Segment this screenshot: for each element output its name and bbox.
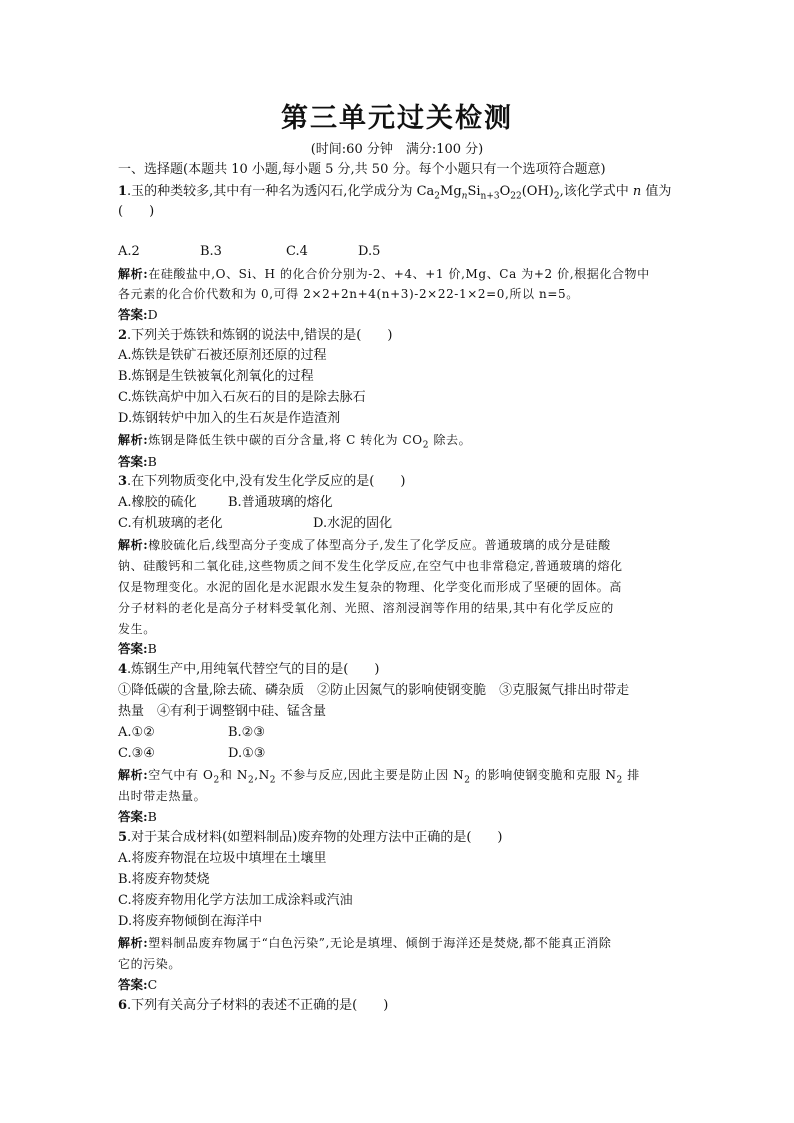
question-1-explanation: 解析:在硅酸盐中,O、Si、H 的化合价分别为-2、+4、+1 价,Mg、Ca 为+2 价,根据化合物中 [118,267,650,281]
option-a: A.橡胶的硫化 [118,495,197,510]
question-3-answer: 答案:B [118,641,157,656]
question-number: 2 [118,328,128,343]
option-b: B.②③ [228,725,265,740]
option-d: D.炼钢转炉中加入的生石灰是作造渣剂 [118,411,341,426]
option-c: C.将废弃物用化学方法加工成涂料或汽油 [118,893,353,908]
option-c: C.有机玻璃的老化 [118,516,223,531]
option-c: C.炼铁高炉中加入石灰石的目的是除去脉石 [118,390,366,405]
page-subtitle: (时间:60 分钟 满分:100 分) [310,142,484,157]
question-4-explanation-cont: 出时带走热量。 [118,789,207,803]
option-a: A.炼铁是铁矿石被还原剂还原的过程 [118,348,327,363]
option-a: A.2 [118,244,140,259]
explanation-label: 解析: [118,538,149,552]
option-d: D.①③ [228,746,266,761]
question-3-explanation-cont: 分子材料的老化是高分子材料受氧化剂、光照、溶剂浸润等作用的结果,其中有化学反应的 [118,601,614,615]
answer-label: 答案: [118,809,148,824]
question-number: 6 [118,998,128,1013]
option-d: D.5 [358,244,381,259]
explanation-label: 解析: [118,267,149,281]
option-b: B.炼钢是生铁被氧化剂氧化的过程 [118,369,314,384]
question-6-stem: 6.下列有关高分子材料的表述不正确的是( ) [118,998,389,1013]
option-c: C.4 [286,244,308,259]
question-3-explanation-cont: 仅是物理变化。水泥的固化是水泥跟水发生复杂的物理、化学变化而形成了坚硬的固体。高 [118,580,623,594]
question-number: 3 [118,474,128,489]
question-5-answer: 答案:C [118,977,158,992]
explanation-label: 解析: [118,433,149,447]
question-1-stem: 1.玉的种类较多,其中有一种名为透闪石,化学成分为 $Ca_2Mg_nSi_{n+3}O_{22}(OH)_2$,该化学式中 n 值为 [118,184,672,202]
explanation-label: 解析: [118,768,149,782]
question-number: 4 [118,662,128,677]
question-4-items-cont: 热量 ④有利于调整钢中硅、锰含量 [118,704,327,719]
page-title: 第三单元过关检测 [281,103,513,134]
option-a: A.将废弃物混在垃圾中填埋在土壤里 [118,851,327,866]
question-4-answer: 答案:B [118,809,157,824]
question-4-options-row-2 [118,744,678,764]
question-1-explanation-cont: 各元素的化合价代数和为 0,可得 2×2+2n+4(n+3)-2×22-1×2=0,所以 n=5。 [118,287,579,301]
answer-label: 答案: [118,307,148,322]
question-3-explanation-cont: 发生。 [118,622,156,636]
question-3-explanation-cont: 钠、硅酸钙和二氧化硅,这些物质之间不发生化学反应,在空气中也非常稳定,普通玻璃的熔化 [118,559,623,573]
question-4-explanation: 解析:空气中有 $O_2$和 $N_2,N_2$ 不参与反应,因此主要是防止因 $N_2$ 的影响使钢变脆和克服 $N_2$ 排 [118,768,640,786]
option-b: B.普通玻璃的熔化 [228,495,333,510]
option-c: C.③④ [118,746,155,761]
question-2-explanation: 解析:炼钢是降低生铁中碳的百分含量,将 C 转化为 $CO_2$ 除去。 [118,433,472,451]
question-5-explanation: 解析:塑料制品废弃物属于“白色污染”,无论是填埋、倾倒于海洋还是焚烧,都不能真正消除 [118,936,612,950]
answer-label: 答案: [118,977,148,992]
option-d: D.将废弃物倾倒在海洋中 [118,914,263,929]
question-2-stem: 2.下列关于炼铁和炼钢的说法中,错误的是( ) [118,328,393,343]
question-5-explanation-cont: 它的污染。 [118,957,182,971]
question-3-options-row-2 [118,514,678,534]
section-heading: 一、选择题(本题共 10 小题,每小题 5 分,共 50 分。每个小题只有一个选项符合题意) [118,162,606,177]
question-1-options [118,242,678,262]
answer-label: 答案: [118,641,148,656]
question-5-stem: 5.对于某合成材料(如塑料制品)废弃物的处理方法中正确的是( ) [118,830,503,845]
option-b: B.将废弃物焚烧 [118,872,210,887]
question-1-bracket: ( ) [118,204,155,219]
explanation-label: 解析: [118,936,149,950]
question-2-answer: 答案:B [118,454,157,469]
question-4-items: ①降低碳的含量,除去硫、磷杂质 ②防止因氮气的影响使钢变脆 ③克服氮气排出时带走 [118,683,630,698]
question-3-options-row-1 [118,493,678,513]
question-number: 1 [118,184,128,199]
option-a: A.①② [118,725,155,740]
question-1-answer: 答案:D [118,307,158,322]
question-number: 5 [118,830,128,845]
option-d: D.水泥的固化 [313,516,393,531]
question-4-options-row-1 [118,723,678,743]
question-4-stem: 4.炼钢生产中,用纯氧代替空气的目的是( ) [118,662,380,677]
option-b: B.3 [200,244,222,259]
question-3-explanation: 解析:橡胶硫化后,线型高分子变成了体型高分子,发生了化学反应。普通玻璃的成分是硅酸 [118,538,611,552]
question-3-stem: 3.在下列物质变化中,没有发生化学反应的是( ) [118,474,406,489]
answer-label: 答案: [118,454,148,469]
